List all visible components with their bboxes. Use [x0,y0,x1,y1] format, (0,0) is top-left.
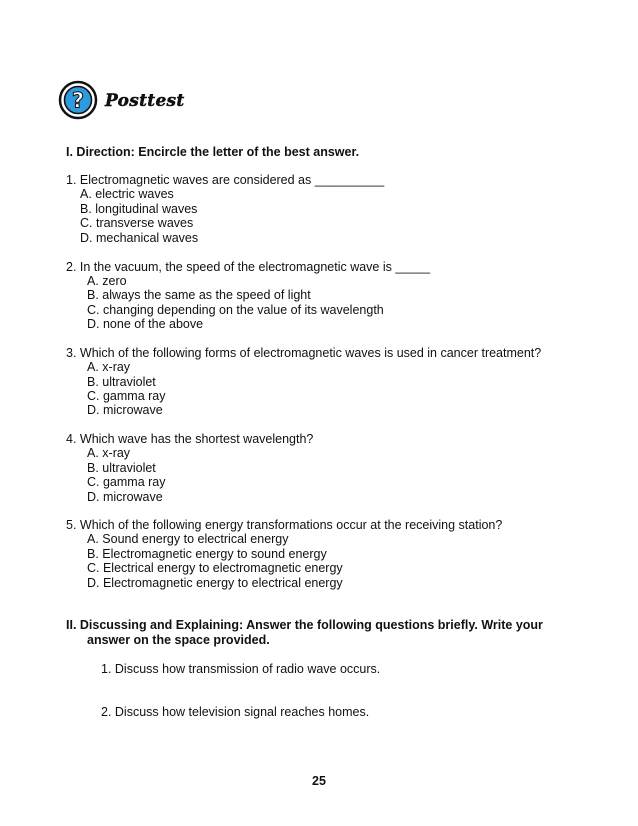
q3-option-c: C. gamma ray [87,389,166,403]
q2-option-a: A. zero [87,274,127,288]
posttest-header [58,80,258,122]
q1-option-b: B. longitudinal waves [80,202,198,216]
q5-option-b: B. Electromagnetic energy to sound energy [87,547,327,561]
q4-option-d: D. microwave [87,490,163,504]
q2-option-b: B. always the same as the speed of light [87,288,311,302]
section2-item-1: 1. Discuss how transmission of radio wave occurs. [101,662,381,676]
q1-option-a: A. electric waves [80,187,174,201]
question-1: 1. Electromagnetic waves are considered as __________ [66,173,385,187]
q5-option-c: C. Electrical energy to electromagnetic energy [87,561,343,575]
page-number: 25 [312,774,326,788]
section2-heading-line2: answer on the space provided. [87,633,270,647]
q2-option-c: C. changing depending on the value of its wavelength [87,303,384,317]
q1-option-d: D. mechanical waves [80,231,199,245]
question-4: 4. Which wave has the shortest wavelength? [66,432,314,446]
q1-option-c: C. transverse waves [80,216,194,230]
question-5: 5. Which of the following energy transformations occur at the receiving station? [66,518,503,532]
q3-option-b: B. ultraviolet [87,375,156,389]
q2-option-d: D. none of the above [87,317,204,331]
q4-option-b: B. ultraviolet [87,461,156,475]
page-title: Posttest [105,91,185,111]
q3-option-d: D. microwave [87,403,163,417]
svg-text:?: ? [71,88,85,113]
q5-option-a: A. Sound energy to electrical energy [87,532,289,546]
q4-option-a: A. x-ray [87,446,131,460]
q3-option-a: A. x-ray [87,360,131,374]
section2-heading-line1: II. Discussing and Explaining: Answer the following questions briefly. Write your [66,618,543,632]
q4-option-c: C. gamma ray [87,475,166,489]
section2-item-2: 2. Discuss how television signal reaches homes. [101,705,370,719]
section1-direction: I. Direction: Encircle the letter of the best answer. [66,145,360,159]
question-2: 2. In the vacuum, the speed of the electromagnetic wave is _____ [66,260,431,274]
q5-option-d: D. Electromagnetic energy to electrical energy [87,576,343,590]
question-mark-icon [58,80,98,120]
question-3: 3. Which of the following forms of electromagnetic waves is used in cancer treatment? [66,346,542,360]
